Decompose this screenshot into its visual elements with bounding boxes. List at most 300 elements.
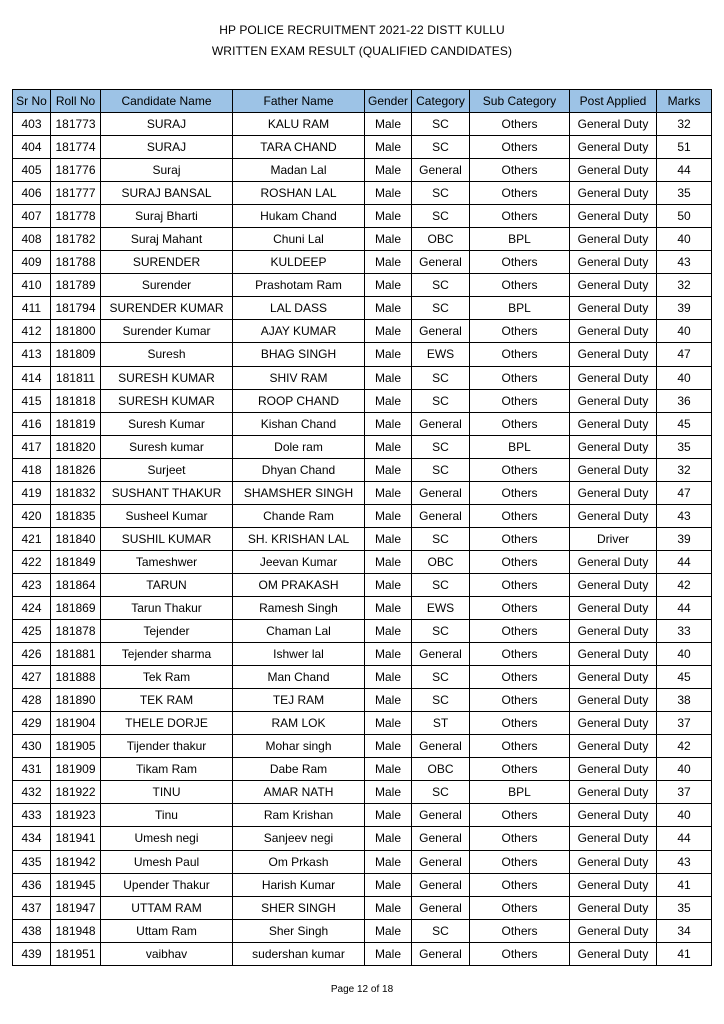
roll-no-cell: 181869 <box>51 596 101 619</box>
table-row <box>13 113 712 136</box>
marks-cell: 51 <box>657 136 712 159</box>
marks-cell: 43 <box>657 504 712 527</box>
category-cell: SC <box>412 781 470 804</box>
sr-no-cell: 426 <box>13 643 51 666</box>
table-row <box>13 873 712 896</box>
category-cell: General <box>412 804 470 827</box>
candidate-name-cell: Suraj Bharti <box>101 205 233 228</box>
post-applied-cell: General Duty <box>570 896 657 919</box>
father-name-cell: Prashotam Ram <box>233 274 365 297</box>
roll-no-cell: 181947 <box>51 896 101 919</box>
gender-cell: Male <box>365 643 412 666</box>
post-applied-cell: General Duty <box>570 435 657 458</box>
roll-no-cell: 181888 <box>51 666 101 689</box>
table-row <box>13 827 712 850</box>
table-row <box>13 274 712 297</box>
gender-cell: Male <box>365 850 412 873</box>
category-cell: SC <box>412 573 470 596</box>
post-applied-cell: General Duty <box>570 228 657 251</box>
category-cell: General <box>412 643 470 666</box>
roll-no-cell: 181773 <box>51 113 101 136</box>
roll-no-cell: 181800 <box>51 320 101 343</box>
gender-cell: Male <box>365 781 412 804</box>
candidate-name-cell: Tejender <box>101 620 233 643</box>
gender-cell: Male <box>365 919 412 942</box>
marks-cell: 40 <box>657 804 712 827</box>
marks-cell: 41 <box>657 873 712 896</box>
category-cell: SC <box>412 113 470 136</box>
column-header-post-applied: Post Applied <box>570 90 657 113</box>
candidate-name-cell: Suraj <box>101 159 233 182</box>
candidate-name-cell: Suresh kumar <box>101 435 233 458</box>
father-name-cell: Ram Krishan <box>233 804 365 827</box>
document-subtitle: WRITTEN EXAM RESULT (QUALIFIED CANDIDATES) <box>211 44 513 58</box>
sr-no-cell: 436 <box>13 873 51 896</box>
roll-no-cell: 181778 <box>51 205 101 228</box>
post-applied-cell: General Duty <box>570 366 657 389</box>
marks-cell: 35 <box>657 896 712 919</box>
candidate-name-cell: UTTAM RAM <box>101 896 233 919</box>
gender-cell: Male <box>365 896 412 919</box>
marks-cell: 32 <box>657 113 712 136</box>
gender-cell: Male <box>365 458 412 481</box>
sr-no-cell: 419 <box>13 481 51 504</box>
column-header-candidate-name: Candidate Name <box>101 90 233 113</box>
gender-cell: Male <box>365 573 412 596</box>
sub-category-cell: Others <box>470 873 570 896</box>
roll-no-cell: 181811 <box>51 366 101 389</box>
sr-no-cell: 437 <box>13 896 51 919</box>
marks-cell: 32 <box>657 274 712 297</box>
table-row <box>13 712 712 735</box>
father-name-cell: LAL DASS <box>233 297 365 320</box>
table-row <box>13 343 712 366</box>
sr-no-cell: 408 <box>13 228 51 251</box>
sr-no-cell: 409 <box>13 251 51 274</box>
candidate-name-cell: SURAJ <box>101 113 233 136</box>
sub-category-cell: BPL <box>470 435 570 458</box>
roll-no-cell: 181878 <box>51 620 101 643</box>
category-cell: OBC <box>412 758 470 781</box>
table-row <box>13 205 712 228</box>
roll-no-cell: 181826 <box>51 458 101 481</box>
post-applied-cell: General Duty <box>570 205 657 228</box>
father-name-cell: ROSHAN LAL <box>233 182 365 205</box>
table-body <box>13 113 712 966</box>
sub-category-cell: Others <box>470 643 570 666</box>
table-row <box>13 320 712 343</box>
sr-no-cell: 428 <box>13 689 51 712</box>
marks-cell: 43 <box>657 850 712 873</box>
marks-cell: 41 <box>657 942 712 965</box>
father-name-cell: Sher Singh <box>233 919 365 942</box>
marks-cell: 47 <box>657 481 712 504</box>
sub-category-cell: Others <box>470 735 570 758</box>
table-header-row <box>13 90 712 113</box>
post-applied-cell: General Duty <box>570 781 657 804</box>
sub-category-cell: Others <box>470 573 570 596</box>
roll-no-cell: 181819 <box>51 412 101 435</box>
table-row <box>13 297 712 320</box>
marks-cell: 37 <box>657 712 712 735</box>
roll-no-cell: 181945 <box>51 873 101 896</box>
marks-cell: 33 <box>657 620 712 643</box>
sub-category-cell: Others <box>470 343 570 366</box>
table-row <box>13 666 712 689</box>
candidate-name-cell: Susheel Kumar <box>101 504 233 527</box>
father-name-cell: Dole ram <box>233 435 365 458</box>
category-cell: General <box>412 827 470 850</box>
gender-cell: Male <box>365 113 412 136</box>
father-name-cell: sudershan kumar <box>233 942 365 965</box>
candidate-name-cell: SURESH KUMAR <box>101 366 233 389</box>
sr-no-cell: 421 <box>13 527 51 550</box>
candidate-name-cell: Upender Thakur <box>101 873 233 896</box>
sub-category-cell: BPL <box>470 228 570 251</box>
roll-no-cell: 181904 <box>51 712 101 735</box>
roll-no-cell: 181881 <box>51 643 101 666</box>
father-name-cell: Harish Kumar <box>233 873 365 896</box>
table-row <box>13 504 712 527</box>
sub-category-cell: Others <box>470 758 570 781</box>
father-name-cell: Jeevan Kumar <box>233 550 365 573</box>
sub-category-cell: Others <box>470 504 570 527</box>
marks-cell: 38 <box>657 689 712 712</box>
marks-cell: 45 <box>657 412 712 435</box>
sr-no-cell: 434 <box>13 827 51 850</box>
sub-category-cell: Others <box>470 689 570 712</box>
marks-cell: 40 <box>657 643 712 666</box>
post-applied-cell: General Duty <box>570 596 657 619</box>
post-applied-cell: General Duty <box>570 481 657 504</box>
column-header-father-name: Father Name <box>233 90 365 113</box>
marks-cell: 39 <box>657 297 712 320</box>
post-applied-cell: General Duty <box>570 412 657 435</box>
category-cell: General <box>412 481 470 504</box>
roll-no-cell: 181776 <box>51 159 101 182</box>
category-cell: General <box>412 320 470 343</box>
page-number: Page 12 of 18 <box>330 984 394 995</box>
sub-category-cell: Others <box>470 804 570 827</box>
sr-no-cell: 416 <box>13 412 51 435</box>
table-row <box>13 850 712 873</box>
sub-category-cell: Others <box>470 527 570 550</box>
category-cell: General <box>412 251 470 274</box>
father-name-cell: OM PRAKASH <box>233 573 365 596</box>
post-applied-cell: General Duty <box>570 827 657 850</box>
table-row <box>13 781 712 804</box>
father-name-cell: ROOP CHAND <box>233 389 365 412</box>
table-row <box>13 919 712 942</box>
roll-no-cell: 181789 <box>51 274 101 297</box>
father-name-cell: Dhyan Chand <box>233 458 365 481</box>
roll-no-cell: 181864 <box>51 573 101 596</box>
roll-no-cell: 181782 <box>51 228 101 251</box>
sr-no-cell: 403 <box>13 113 51 136</box>
table-row <box>13 435 712 458</box>
father-name-cell: SH. KRISHAN LAL <box>233 527 365 550</box>
gender-cell: Male <box>365 942 412 965</box>
sub-category-cell: Others <box>470 205 570 228</box>
roll-no-cell: 181951 <box>51 942 101 965</box>
category-cell: OBC <box>412 550 470 573</box>
sr-no-cell: 438 <box>13 919 51 942</box>
marks-cell: 40 <box>657 228 712 251</box>
marks-cell: 50 <box>657 205 712 228</box>
sr-no-cell: 429 <box>13 712 51 735</box>
sr-no-cell: 406 <box>13 182 51 205</box>
marks-cell: 42 <box>657 573 712 596</box>
father-name-cell: Hukam Chand <box>233 205 365 228</box>
post-applied-cell: General Duty <box>570 297 657 320</box>
gender-cell: Male <box>365 251 412 274</box>
sub-category-cell: Others <box>470 251 570 274</box>
gender-cell: Male <box>365 689 412 712</box>
table-row <box>13 481 712 504</box>
father-name-cell: Madan Lal <box>233 159 365 182</box>
roll-no-cell: 181820 <box>51 435 101 458</box>
roll-no-cell: 181809 <box>51 343 101 366</box>
sr-no-cell: 405 <box>13 159 51 182</box>
category-cell: SC <box>412 297 470 320</box>
post-applied-cell: General Duty <box>570 136 657 159</box>
category-cell: General <box>412 504 470 527</box>
table-row <box>13 689 712 712</box>
marks-cell: 44 <box>657 596 712 619</box>
sub-category-cell: Others <box>470 827 570 850</box>
post-applied-cell: General Duty <box>570 758 657 781</box>
father-name-cell: TEJ RAM <box>233 689 365 712</box>
candidate-name-cell: vaibhav <box>101 942 233 965</box>
category-cell: ST <box>412 712 470 735</box>
gender-cell: Male <box>365 804 412 827</box>
table-row <box>13 412 712 435</box>
gender-cell: Male <box>365 481 412 504</box>
column-header-gender: Gender <box>365 90 412 113</box>
gender-cell: Male <box>365 205 412 228</box>
table-row <box>13 182 712 205</box>
category-cell: SC <box>412 366 470 389</box>
roll-no-cell: 181923 <box>51 804 101 827</box>
marks-cell: 43 <box>657 251 712 274</box>
sub-category-cell: Others <box>470 896 570 919</box>
father-name-cell: SHAMSHER SINGH <box>233 481 365 504</box>
candidate-name-cell: Suresh <box>101 343 233 366</box>
table-row <box>13 389 712 412</box>
father-name-cell: BHAG SINGH <box>233 343 365 366</box>
table-row <box>13 643 712 666</box>
table-row <box>13 758 712 781</box>
father-name-cell: Chuni Lal <box>233 228 365 251</box>
sub-category-cell: Others <box>470 412 570 435</box>
post-applied-cell: General Duty <box>570 735 657 758</box>
table-row <box>13 596 712 619</box>
gender-cell: Male <box>365 297 412 320</box>
sr-no-cell: 432 <box>13 781 51 804</box>
post-applied-cell: General Duty <box>570 942 657 965</box>
gender-cell: Male <box>365 320 412 343</box>
sr-no-cell: 410 <box>13 274 51 297</box>
sub-category-cell: Others <box>470 159 570 182</box>
candidate-name-cell: Tijender thakur <box>101 735 233 758</box>
table-row <box>13 136 712 159</box>
marks-cell: 35 <box>657 435 712 458</box>
category-cell: General <box>412 412 470 435</box>
category-cell: General <box>412 942 470 965</box>
candidate-name-cell: Suresh Kumar <box>101 412 233 435</box>
roll-no-cell: 181941 <box>51 827 101 850</box>
table-row <box>13 527 712 550</box>
candidate-name-cell: Tarun Thakur <box>101 596 233 619</box>
post-applied-cell: General Duty <box>570 689 657 712</box>
roll-no-cell: 181909 <box>51 758 101 781</box>
table-row <box>13 366 712 389</box>
marks-cell: 34 <box>657 919 712 942</box>
marks-cell: 39 <box>657 527 712 550</box>
sr-no-cell: 404 <box>13 136 51 159</box>
post-applied-cell: General Duty <box>570 919 657 942</box>
father-name-cell: RAM LOK <box>233 712 365 735</box>
sub-category-cell: Others <box>470 550 570 573</box>
category-cell: EWS <box>412 596 470 619</box>
candidate-name-cell: Umesh Paul <box>101 850 233 873</box>
candidate-name-cell: Surjeet <box>101 458 233 481</box>
sr-no-cell: 427 <box>13 666 51 689</box>
category-cell: SC <box>412 620 470 643</box>
marks-cell: 44 <box>657 550 712 573</box>
sr-no-cell: 411 <box>13 297 51 320</box>
sr-no-cell: 430 <box>13 735 51 758</box>
category-cell: General <box>412 159 470 182</box>
category-cell: General <box>412 873 470 896</box>
father-name-cell: Sanjeev negi <box>233 827 365 850</box>
table-row <box>13 896 712 919</box>
marks-cell: 36 <box>657 389 712 412</box>
category-cell: SC <box>412 389 470 412</box>
father-name-cell: Ramesh Singh <box>233 596 365 619</box>
sr-no-cell: 435 <box>13 850 51 873</box>
sub-category-cell: Others <box>470 596 570 619</box>
category-cell: OBC <box>412 228 470 251</box>
sub-category-cell: Others <box>470 136 570 159</box>
post-applied-cell: General Duty <box>570 573 657 596</box>
roll-no-cell: 181794 <box>51 297 101 320</box>
table-row <box>13 942 712 965</box>
candidate-name-cell: Tejender sharma <box>101 643 233 666</box>
document-title: HP POLICE RECRUITMENT 2021-22 DISTT KULLU <box>219 23 505 37</box>
gender-cell: Male <box>365 712 412 735</box>
roll-no-cell: 181942 <box>51 850 101 873</box>
father-name-cell: SHIV RAM <box>233 366 365 389</box>
sr-no-cell: 423 <box>13 573 51 596</box>
candidate-name-cell: THELE DORJE <box>101 712 233 735</box>
candidate-name-cell: TEK RAM <box>101 689 233 712</box>
roll-no-cell: 181905 <box>51 735 101 758</box>
sub-category-cell: Others <box>470 366 570 389</box>
sub-category-cell: Others <box>470 389 570 412</box>
marks-cell: 47 <box>657 343 712 366</box>
candidate-name-cell: Tameshwer <box>101 550 233 573</box>
father-name-cell: SHER SINGH <box>233 896 365 919</box>
father-name-cell: Ishwer lal <box>233 643 365 666</box>
gender-cell: Male <box>365 366 412 389</box>
results-table <box>12 89 712 966</box>
post-applied-cell: General Duty <box>570 458 657 481</box>
roll-no-cell: 181832 <box>51 481 101 504</box>
sub-category-cell: Others <box>470 942 570 965</box>
father-name-cell: Chaman Lal <box>233 620 365 643</box>
candidate-name-cell: TINU <box>101 781 233 804</box>
column-header-roll-no: Roll No <box>51 90 101 113</box>
gender-cell: Male <box>365 412 412 435</box>
roll-no-cell: 181840 <box>51 527 101 550</box>
marks-cell: 44 <box>657 827 712 850</box>
post-applied-cell: General Duty <box>570 873 657 896</box>
candidate-name-cell: Umesh negi <box>101 827 233 850</box>
sub-category-cell: Others <box>470 320 570 343</box>
father-name-cell: Kishan Chand <box>233 412 365 435</box>
father-name-cell: KULDEEP <box>233 251 365 274</box>
sub-category-cell: Others <box>470 850 570 873</box>
table-row <box>13 550 712 573</box>
sr-no-cell: 422 <box>13 550 51 573</box>
post-applied-cell: General Duty <box>570 113 657 136</box>
sr-no-cell: 413 <box>13 343 51 366</box>
gender-cell: Male <box>365 620 412 643</box>
roll-no-cell: 181849 <box>51 550 101 573</box>
sub-category-cell: Others <box>470 274 570 297</box>
table-row <box>13 620 712 643</box>
category-cell: SC <box>412 666 470 689</box>
sr-no-cell: 415 <box>13 389 51 412</box>
father-name-cell: TARA CHAND <box>233 136 365 159</box>
roll-no-cell: 181948 <box>51 919 101 942</box>
gender-cell: Male <box>365 389 412 412</box>
roll-no-cell: 181788 <box>51 251 101 274</box>
marks-cell: 44 <box>657 159 712 182</box>
table-row <box>13 804 712 827</box>
candidate-name-cell: SURAJ BANSAL <box>101 182 233 205</box>
category-cell: General <box>412 850 470 873</box>
category-cell: General <box>412 896 470 919</box>
father-name-cell: Mohar singh <box>233 735 365 758</box>
marks-cell: 32 <box>657 458 712 481</box>
category-cell: EWS <box>412 343 470 366</box>
gender-cell: Male <box>365 435 412 458</box>
father-name-cell: KALU RAM <box>233 113 365 136</box>
candidate-name-cell: SUSHIL KUMAR <box>101 527 233 550</box>
post-applied-cell: General Duty <box>570 712 657 735</box>
sr-no-cell: 414 <box>13 366 51 389</box>
table-row <box>13 735 712 758</box>
post-applied-cell: General Duty <box>570 182 657 205</box>
candidate-name-cell: Tek Ram <box>101 666 233 689</box>
gender-cell: Male <box>365 136 412 159</box>
table-row <box>13 458 712 481</box>
post-applied-cell: General Duty <box>570 804 657 827</box>
category-cell: SC <box>412 458 470 481</box>
candidate-name-cell: SURENDER KUMAR <box>101 297 233 320</box>
column-header-category: Category <box>412 90 470 113</box>
sub-category-cell: Others <box>470 919 570 942</box>
sr-no-cell: 412 <box>13 320 51 343</box>
category-cell: SC <box>412 919 470 942</box>
post-applied-cell: General Duty <box>570 389 657 412</box>
roll-no-cell: 181890 <box>51 689 101 712</box>
marks-cell: 35 <box>657 182 712 205</box>
sr-no-cell: 424 <box>13 596 51 619</box>
candidate-name-cell: Uttam Ram <box>101 919 233 942</box>
